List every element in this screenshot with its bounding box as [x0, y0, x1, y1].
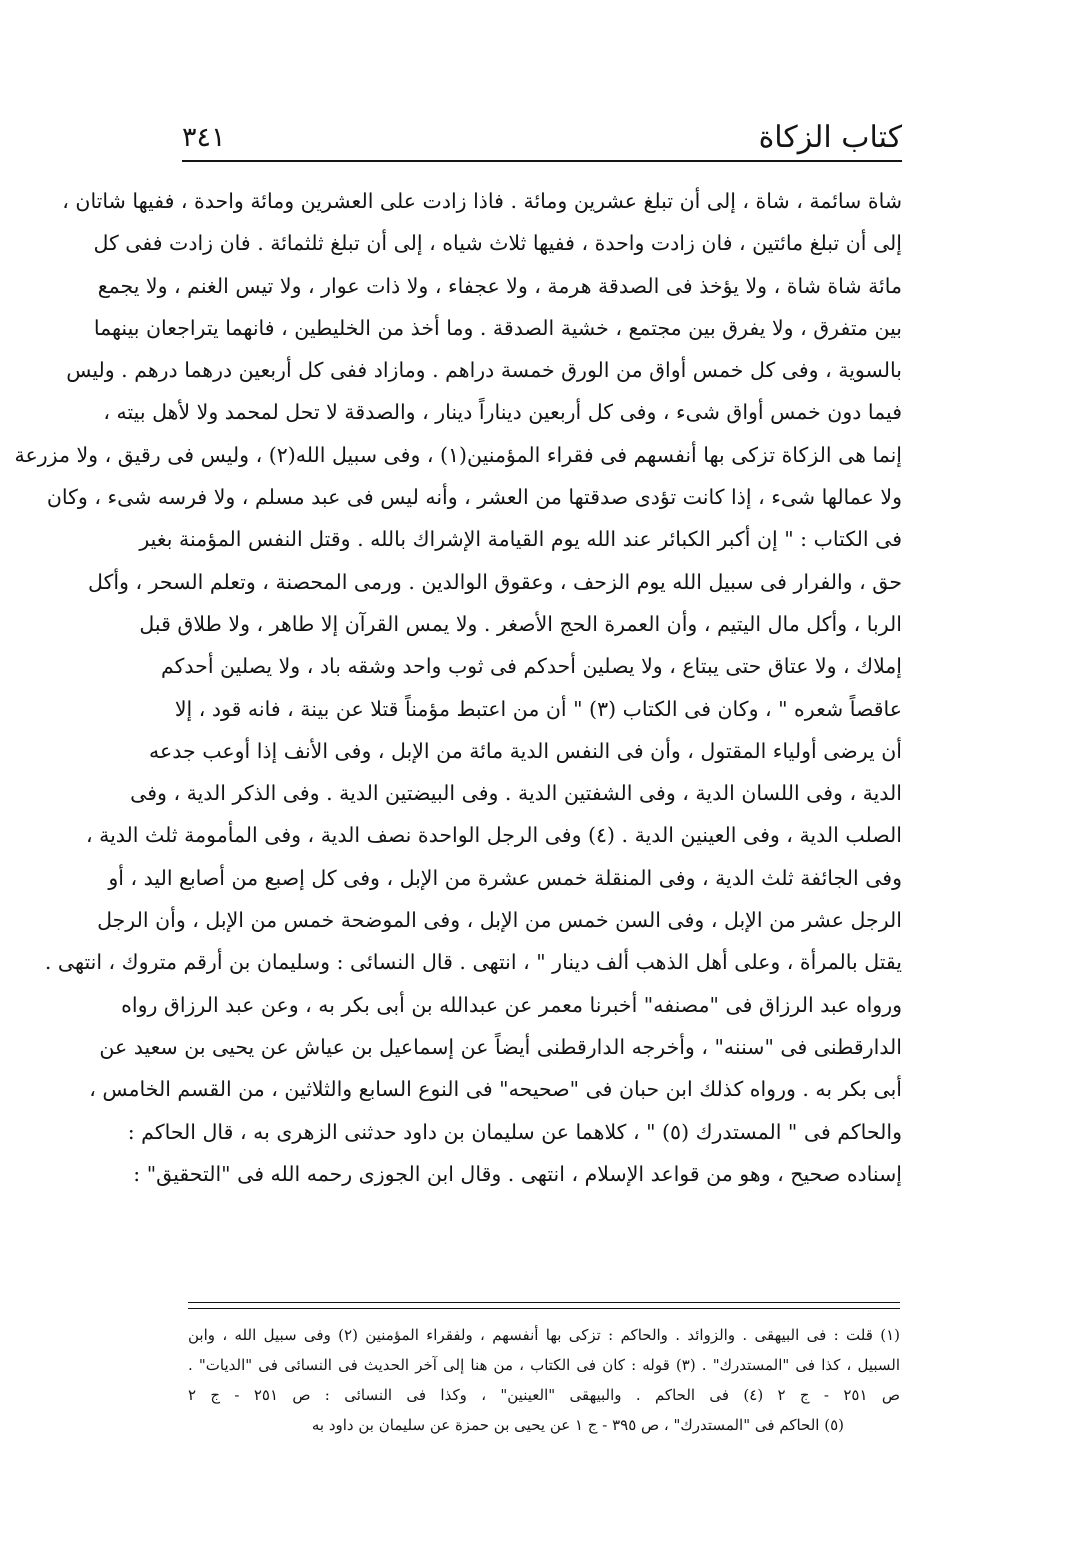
- text-line: الرجل عشر من الإبل ، وفى السن خمس من الإبل ، وفى الموضحة خمس من الإبل ، وأن الرجل: [97, 908, 902, 933]
- text-line: مائة شاة شاة ، ولا يؤخذ فى الصدقة هرمة ، ولا عجفاء ، ولا ذات عوار ، ولا تيس الغنم ، ولا يجمع: [97, 273, 902, 298]
- footnote-line: ص ٢٥١ - ج ٢ (٤) فى الحاكم . والبيهقى "العينين" ، وكذا فى النسائى : ص ٢٥١ - ج ٢: [188, 1386, 900, 1404]
- text-line: إسناده صحيح ، وهو من قواعد الإسلام ، انتهى . وقال ابن الجوزى رحمه الله فى "التحقيق" :: [133, 1161, 902, 1186]
- text-line: الربا ، وأكل مال اليتيم ، وأن العمرة الحج الأصغر . ولا يمس القرآن إلا طاهر ، ولا طلاق قبل: [139, 611, 902, 636]
- page-number: ٣٤١: [182, 122, 226, 153]
- text-line: الدية ، وفى اللسان الدية ، وفى الشفتين الدية . وفى البيضتين الدية . وفى الذكر الدية ، وفى: [130, 781, 902, 806]
- text-line: بين متفرق ، ولا يفرق بين مجتمع ، خشية الصدقة . وما أخذ من الخليطين ، فانهما يتراجعان بينهما: [93, 315, 902, 340]
- text-line: أبى بكر به . ورواه كذلك ابن حبان فى "صحيحه" فى النوع السابع والثلاثين ، من القسم الخامس ،: [89, 1077, 902, 1102]
- text-line: أن يرضى أولياء المقتول ، وأن فى النفس الدية مائة من الإبل ، وفى الأنف إذا أوعب جدعه: [149, 738, 902, 763]
- text-line: عاقصاً شعره " ، وكان فى الكتاب (٣) " أن من اعتبط مؤمناً قتلا عن بينة ، فانه قود ، إلا: [174, 696, 902, 721]
- header-rule: [182, 160, 902, 162]
- text-line: ورواه عبد الرزاق فى "مصنفه" أخبرنا معمر عن عبدالله بن أبى بكر به ، وعن عبد الرزاق رواه: [121, 992, 902, 1017]
- footnote-rule: [188, 1308, 900, 1309]
- text-line: إنما هى الزكاة تزكى بها أنفسهم فى فقراء المؤمنين(١) ، وفى سبيل الله(٢) ، وليس فى رقيق ، ولا مزرعة: [14, 442, 902, 467]
- text-line: فى الكتاب : " إن أكبر الكبائر عند الله يوم القيامة الإشراك بالله . وقتل النفس المؤمنة بغير: [139, 527, 902, 552]
- main-text: [14, 180, 902, 1195]
- footnote-line: (٥) الحاكم فى "المستدرك" ، ص ٣٩٥ - ج ١ عن يحيى بن حمزة عن سليمان بن داود به: [311, 1416, 844, 1434]
- text-line: والحاكم فى " المستدرك (٥) " ، كلاهما عن سليمان بن داود حدثنى الزهرى به ، قال الحاكم :: [127, 1119, 902, 1144]
- footnote-line: السبيل ، كذا فى "المستدرك" . (٣) قوله : كان فى الكتاب ، من هنا إلى آخر الحديث فى النسائى فى "الديات" .: [188, 1356, 900, 1374]
- text-line: يقتل بالمرأة ، وعلى أهل الذهب ألف دينار " ، انتهى . قال النسائى : وسليمان بن أرقم متروك ، انتهى .: [44, 950, 902, 975]
- text-line: الصلب الدية ، وفى العينين الدية . (٤) وفى الرجل الواحدة نصف الدية ، وفى المأمومة ثلث الدية ،: [85, 823, 902, 848]
- text-line: بالسوية ، وفى كل خمس أواق من الورق خمسة دراهم . ومازاد ففى كل أربعين درهما درهم . وليس: [66, 358, 902, 383]
- text-line: ولا عمالها شىء ، إذا كانت تؤدى صدقتها من العشر ، وأنه ليس فى عبد مسلم ، ولا فرسه شىء ، وكان: [46, 485, 902, 510]
- text-line: إلى أن تبلغ مائتين ، فان زادت واحدة ، ففيها ثلاث شياه ، إلى أن تبلغ ثلثمائة . فان زادت ففى كل: [93, 231, 902, 256]
- page-header: [182, 108, 902, 158]
- text-line: وفى الجائفة ثلث الدية ، وفى المنقلة خمس عشرة من الإبل ، وفى كل إصبع من أصابع اليد ، أو: [108, 865, 902, 890]
- footnotes: [188, 1320, 900, 1440]
- running-title: كتاب الزكاة: [758, 120, 902, 155]
- text-line: فيما دون خمس أواق شىء ، وفى كل أربعين ديناراً دينار ، والصدقة لا تحل لمحمد ولا لأهل بيته ،: [103, 400, 902, 425]
- text-line: حق ، والفرار فى سبيل الله يوم الزحف ، وعقوق الوالدين . ورمى المحصنة ، وتعلم السحر ، وأكل: [88, 569, 902, 594]
- footnote-rule: [188, 1302, 900, 1303]
- text-line: الدارقطنى فى "سننه" ، وأخرجه الدارقطنى أيضاً عن إسماعيل بن عياش عن يحيى بن سعيد عن: [99, 1034, 902, 1059]
- footnote-line: (١) قلت : فى البيهقى . والزوائد . والحاكم : تزكى بها أنفسهم ، ولفقراء المؤمنين (٢) وفى سبيل الله ، وابن: [188, 1326, 900, 1344]
- text-line: إملاك ، ولا عتاق حتى يبتاع ، ولا يصلين أحدكم فى ثوب واحد وشقه باد ، ولا يصلين أحدكم: [160, 654, 902, 679]
- text-line: شاة سائمة ، شاة ، إلى أن تبلغ عشرين ومائة . فاذا زادت على العشرين ومائة واحدة ، ففيها شاتان ،: [62, 189, 902, 213]
